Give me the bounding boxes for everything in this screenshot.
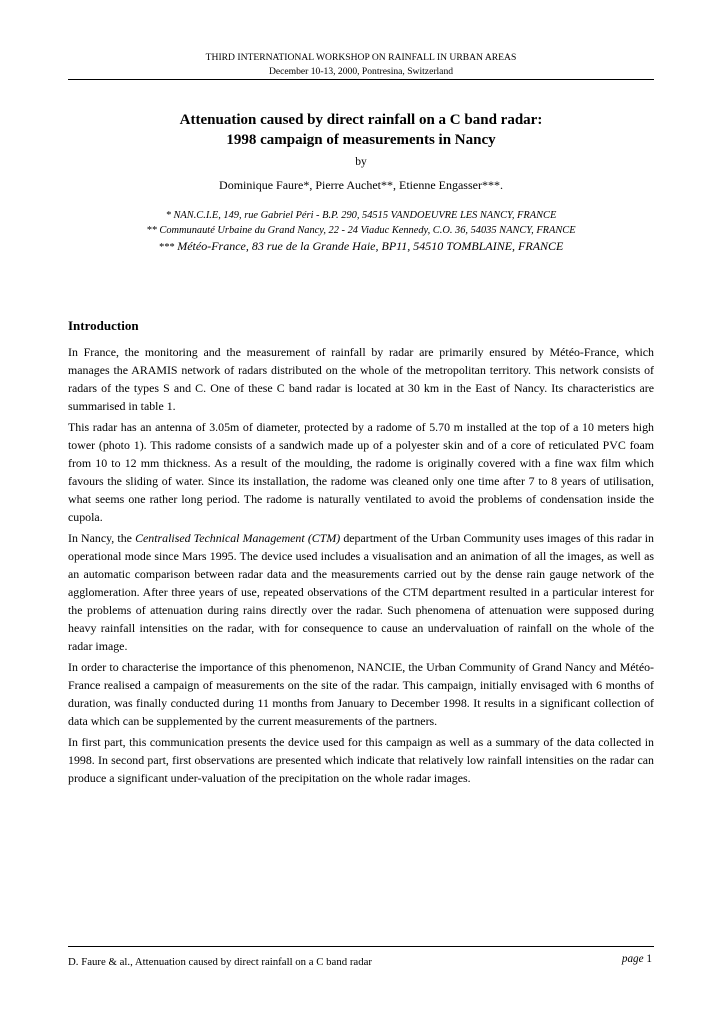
running-header-date: December 10-13, 2000, Pontresina, Switzerland bbox=[268, 66, 454, 77]
paragraph-5: In first part, this communication presents the device used for this campaign as well as a summary of the data collected in 1998. In second part, first observations are presented which indicate that relatively low rainfall intensities on the radar can produce a significant under-valuation of the precipitation on the whole radar images. bbox=[68, 735, 654, 785]
paragraph-1: In France, the monitoring and the measurement of rainfall by radar are primarily ensured by Météo-France, which manages the ARAMIS network of radars distributed on the whole of the metropolitan territory. This network consists of radars of the types S and C. One of these C band radar is located at 30 km in the East of Nancy. Its characteristics are summarised in table 1. bbox=[68, 345, 654, 413]
affiliation-3-marker: *** bbox=[158, 242, 175, 253]
by-line: by bbox=[355, 156, 367, 168]
header-divider bbox=[68, 79, 654, 80]
page-label: page bbox=[621, 953, 644, 965]
section-heading: Introduction bbox=[68, 318, 139, 333]
paper-title-line-1: Attenuation caused by direct rainfall on a C band radar: bbox=[179, 112, 543, 128]
paragraph-3-rest: department of the Urban Community uses images of this radar in operational mode since Mars 1995. The device used includes a visualisation and an animation of all the images, as well as an automatic comparison between radar data and the measurements carried out by the dense rain gauge network of the agglomeration. After three years of use, repeated observations of the CTM department resulted in a particular interest for the problems of attenuation during rains directly over the radar. Such phenomena of attenuation were supposed during heavy rainfall intensities on the radar, with for consequence to cause an undervaluation of rainfall on the whole of the radar image. bbox=[68, 531, 654, 653]
affiliation-3-text: Météo-France, 83 rue de la Grande Haie, BP11, 54510 TOMBLAINE, FRANCE bbox=[174, 239, 564, 253]
running-header-title: THIRD INTERNATIONAL WORKSHOP ON RAINFALL IN URBAN AREAS bbox=[205, 52, 517, 63]
affiliation-3 bbox=[60, 239, 662, 254]
author-list: Dominique Faure*, Pierre Auchet**, Etienne Engasser***. bbox=[219, 178, 503, 192]
paper-title-line-2: 1998 campaign of measurements in Nancy bbox=[226, 132, 496, 148]
footer-citation: D. Faure & al., Attenuation caused by direct rainfall on a C band radar bbox=[68, 956, 373, 968]
affiliation-2: ** Communauté Urbaine du Grand Nancy, 22 - 24 Viaduc Kennedy, C.O. 36, 54035 NANCY, FRANCE bbox=[146, 225, 576, 236]
paragraph-3 bbox=[68, 529, 654, 655]
ctm-term: Centralised Technical Management (CTM) bbox=[135, 531, 341, 545]
paragraph-4: In order to characterise the importance of this phenomenon, NANCIE, the Urban Community of Grand Nancy and Météo-France realised a campaign of measurements on the site of the radar. This campaign, initially envisaged with 6 months of duration, was finally conducted during 11 months from January to December 1998. It results in a significant collection of data which can be supplemented by the current measurements of the partners. bbox=[68, 660, 654, 728]
body-text bbox=[68, 343, 654, 790]
affiliation-1: * NAN.C.I.E, 149, rue Gabriel Péri - B.P. 290, 54515 VANDOEUVRE LES NANCY, FRANCE bbox=[165, 210, 557, 221]
footer-divider bbox=[68, 946, 654, 947]
paragraph-3-start: In Nancy, the bbox=[68, 531, 136, 545]
page-number bbox=[622, 953, 652, 965]
paragraph-2: This radar has an antenna of 3.05m of diameter, protected by a radome of 5.70 m installed at the top of a 10 meters high tower (photo 1). This radome consists of a sandwich made up of a polyester skin and of a core of reticulated PVC foam from 10 to 12 mm thickness. As a result of the moulding, the radome is originally covered with a fine wax film which favours the sliding of water. Since its installation, the radome was cleaned only one time after 7 to 8 years of utilisation, what seems one rather long period. The radome is naturally ventilated to avoid the problems of condensation inside the cupola. bbox=[68, 420, 654, 524]
page-number-value: 1 bbox=[646, 953, 652, 965]
